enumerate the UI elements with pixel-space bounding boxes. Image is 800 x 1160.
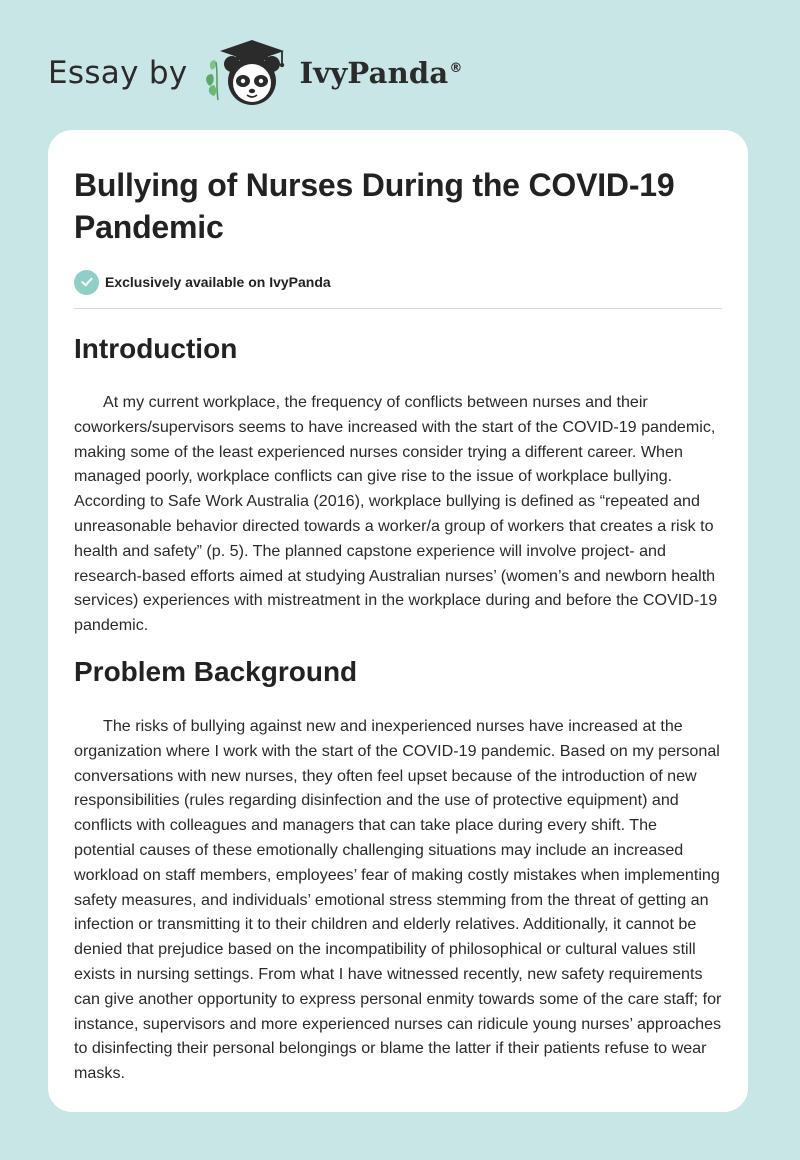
brand-name[interactable]: IvyPanda® <box>299 56 463 90</box>
section-body-introduction: At my current workplace, the frequency of conflicts between nurses and their coworkers/supervisors seems to have increased with the start of the COVID-19 pandemic, making some of the least experienced nurses consider trying a different career. When managed poorly, workplace conflicts can give rise to the issue of workplace bullying. According to Safe Work Australia (2016), workplace bullying is defined as “repeated and unreasonable behavior directed towards a worker/a group of workers that creates a risk to health and safety” (p. 5). The planned capstone experience will involve project- and research-based efforts aimed at studying Australian nurses’ (women’s and newborn health services) experiences with mistreatment in the workplace during and before the COVID-19 pandemic. <box>74 393 718 635</box>
section-introduction <box>74 331 722 638</box>
essay-card <box>48 130 748 1112</box>
registered-mark: ® <box>449 61 463 77</box>
section-body-problem-background: The risks of bullying against new and inexperienced nurses have increased at the organization where I work with the start of the COVID-19 pandemic. Based on my personal conversations with new nurses, they often feel upset because of the introduction of new responsibilities (rules regarding disinfection and the use of protective equipment) and conflicts with colleagues and managers that can take place during every shift. The potential causes of these emotionally challenging situations may include an increased workload on staff members, employees’ fear of making costly mistakes when implementing safety measures, and individuals’ emotional stress stemming from the threat of getting an infection or transmitting it to their children and elderly relatives. Additionally, it cannot be denied that prejudice based on the incompatibility of philosophical or cultural values still exists in nursing settings. From what I have witnessed recently, new safety requirements can give another opportunity to express personal enmity towards some of the care staff; for instance, supervisors and more experienced nurses can ridicule young nurses’ approaches to disinfecting their personal belongings or blame the latter if their patients refuse to wear masks. <box>74 716 722 1083</box>
exclusive-badge <box>74 268 722 296</box>
site-header <box>48 38 463 108</box>
brand-prefix: Essay by <box>48 55 188 91</box>
title-divider <box>74 308 722 309</box>
check-icon <box>74 270 99 295</box>
section-heading-introduction: Introduction <box>74 333 238 364</box>
panda-logo-icon[interactable] <box>202 38 294 108</box>
section-problem-background <box>74 654 722 1086</box>
exclusive-badge-text: Exclusively available on IvyPanda <box>105 274 331 290</box>
essay-title: Bullying of Nurses During the COVID-19 Pandemic <box>74 167 675 245</box>
section-heading-problem-background: Problem Background <box>74 655 358 687</box>
